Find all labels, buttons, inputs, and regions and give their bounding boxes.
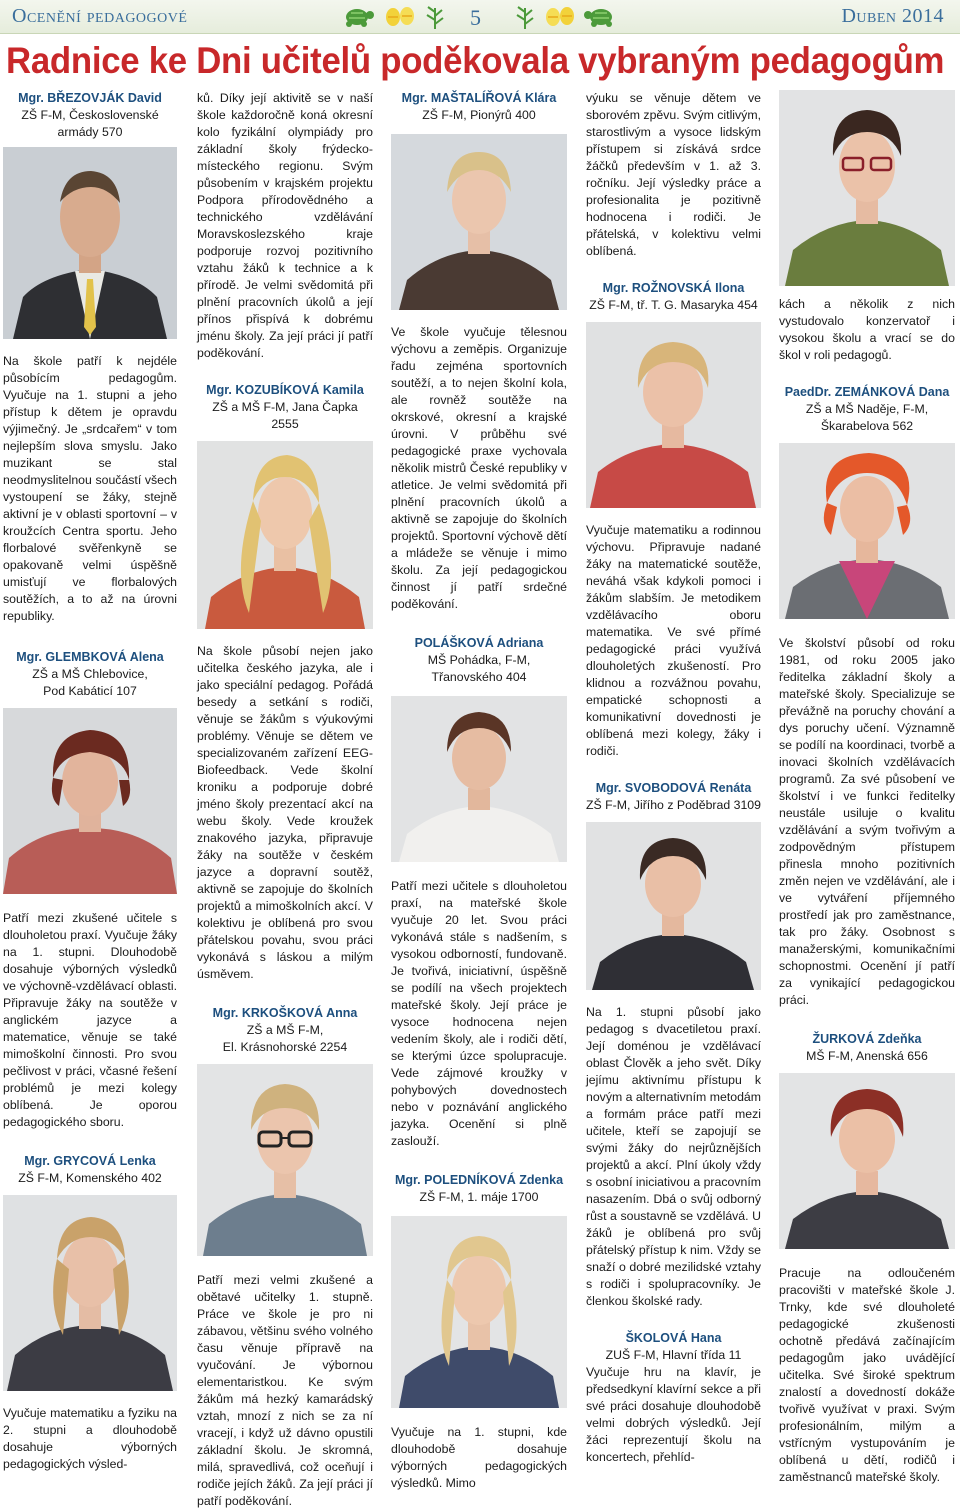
sprig-icon (512, 4, 538, 30)
teacher-description: Ve škole vyučuje tělesnou výchovu a zeměpis. Organizuje řadu zejména sportovních soutěží, a to nejen školní kola, ale rovněž soutěže na okrskové, okresní a krajské úrovni. V průběhu své pedagogické praxe vychovala několik mistrů České republiky v atletice. Je velmi svědomitá při plnění pracovních úkolů a aktivně se zapojuje do školních projektů. Sportovní výchově dětí a mládeže se věnuje i mimo školu. Za její pedagogickou činnost jí patří srdečné poděkování. (391, 325, 567, 611)
teacher-photo (3, 1195, 177, 1391)
column-3 (391, 90, 567, 1492)
turtle-icon (582, 4, 618, 28)
teacher-photo (3, 708, 177, 894)
teacher-name: Mgr. SVOBODOVÁ Renáta (595, 781, 752, 795)
teacher-name: Mgr. KOZUBÍKOVÁ Kamila (206, 383, 364, 397)
teacher-school-address: armády 570 (57, 125, 123, 139)
teacher-school-address: Třanovského 404 (431, 670, 527, 684)
teacher-description: Vyučuje na 1. stupni, kde dlouhodobě dosahuje výborných pedagogických výsledků. Mimo (391, 1425, 567, 1490)
teacher-school: ZŠ F-M, Pionýrů 400 (422, 108, 536, 122)
teacher-school-address: Škarabelova 562 (820, 419, 914, 433)
column-4 (586, 90, 761, 1466)
teacher-school: MŠ Pohádka, F-M, (427, 653, 531, 667)
teacher-photo (586, 322, 761, 508)
column-1 (3, 90, 177, 1473)
teacher-name: Mgr. POLEDNÍKOVÁ Zdenka (394, 1173, 564, 1187)
teacher-school: ZŠ F-M, Československé (21, 108, 159, 122)
teacher-name: Mgr. ROŽNOVSKÁ Ilona (602, 281, 745, 295)
teacher-school: MŠ F-M, Anenská 656 (806, 1049, 928, 1063)
teacher-description-continued: výuku se věnuje dětem ve sborovém zpěvu. Svým citlivým, starostlivým a vysoce lidským přístupem si získává srdce žáčků především v 1. až 3. ročníku. Její výsledky práce a profesionalita je pozitivně hodnocena i rodiči. Je přátelská, v kolektivu velmi oblíbená. (586, 91, 761, 258)
teacher-description: Vyučuje matematiku a fyziku na 2. stupni a dlouhodobě dosahuje výborných pedagogických výsled- (3, 1406, 177, 1471)
teacher-photo (391, 696, 567, 862)
teacher-name: Mgr. KRKOŠKOVÁ Anna (212, 1006, 358, 1020)
teacher-description: Ve školství působí od roku 1981, od roku 2005 jako ředitelka základní školy a mateřské školy. Specializuje se převážně na poruchy chování a dys poruchy učení. Významně se podílí na koordinaci, tvorbě a inovaci školních vzdělávacích programů. Za své působení ve školství i ve funkci ředitelky neustále usiluje o kvalitu vzdělávání a svým tvořivým a zodpovědným přístupem přinesla mnoho pozitivních změn nejen ve vzdělávání, ale i ve vytváření příjemného prostředí jak pro zaměstnance, tak pro žáky. Osobnost s manažerskými, komunikačními schopnostmi. Ocenění jí patří za vynikající pedagogickou práci. (779, 636, 955, 1007)
teacher-description: Na škole působí nejen jako učitelka českého jazyka, ale i jako speciální pedagog. Pořádá besedy a setkání s rodiči, věnuje se žákům s výukovými problémy. Věnuje se dětem ve specializovaném zařízení EEG-Biofeedback. Vede školní kroniku a podporuje dobré jméno školy prezentací akcí na webu školy. Vede kroužek znakového jazyka, připravuje žáky na soutěže v českém jazyce a dopravní soutěž, aktivně se zapojuje do školních projektů a mimoškolních akcí. V kolektivu je oblíbená pro svou přátelskou povahu, svou práci vykonává s láskou a milým úsměvem. (197, 644, 373, 981)
teacher-school: ZŠ F-M, 1. máje 1700 (419, 1190, 539, 1204)
column-2 (197, 90, 373, 1510)
page-header (0, 0, 960, 34)
teacher-photo (391, 134, 567, 310)
teacher-name: PaedDr. ZEMÁNKOVÁ Dana (784, 385, 950, 399)
teacher-photo (197, 1064, 373, 1256)
teacher-school: ZUŠ F-M, Hlavní třída 11 (605, 1348, 742, 1362)
column-5 (779, 90, 955, 1486)
teacher-photo (779, 1073, 955, 1249)
teacher-photo (779, 90, 955, 286)
sprig-icon (422, 4, 448, 30)
teacher-name: Mgr. MAŠTALÍŘOVÁ Klára (401, 91, 557, 105)
teacher-description: Patří mezi zkušené učitele s dlouholetou praxí. Vyučuje žáky na 1. stupni. Dlouhodobě dosahuje výborných výsledků ve výchovně-vzdělávací oblasti. Připravuje žáky na soutěže v anglickém jazyce a matematice, věnuje se také mimoškolní činnosti. Pro svou pečlivost v práci, včasné řešení problémů je mezi kolegy oblíbená. Je oporou pedagogického sboru. (3, 911, 177, 1129)
teacher-school: ZŠ a MŠ Naděje, F-M, (805, 402, 929, 416)
teacher-photo (197, 441, 373, 629)
easter-eggs-icon (384, 4, 416, 28)
page-number: 5 (470, 5, 481, 30)
teacher-name: Mgr. BŘEZOVJÁK David (18, 91, 162, 105)
teacher-photo (779, 443, 955, 619)
teacher-description: Patří mezi učitele s dlouholetou praxí, na mateřské škole vyučuje 20 let. Svou práci vykonává stále s nadšením, s vysokou odborností, fundovaně. Je tvořivá, iniciativní, úspěšně se podílí na všech projektech mateřské školy. Její práce je vysoce hodnocena nejen vedením školy, ale i rodiči dětí, se kterými úzce spolupracuje. Vede zájmové kroužky v pohybových dovednostech nebo v poznávání anglického jazyka. Ocenění si plně zaslouží. (391, 879, 567, 1148)
teacher-description-continued: kách a několik z nich vystudovalo konzervatoř i vysokou školu a vrací se do škol v roli pedagogů. (779, 297, 955, 362)
teacher-school: ZŠ F-M, Komenského 402 (18, 1171, 162, 1185)
teacher-photo (586, 822, 761, 990)
teacher-description: Vyučuje matematiku a rodinnou výchovu. Připravuje nadané žáky na matematické soutěže, neváhá však kdykoli pomoci i žákům slabším. Je metodikem vzdělávacího oboru matematika. Ve své přímé pedagogické práci využívá dlouholetých zkušeností. Pro klidnou a rozvážnou povahu, empatické schopnosti a komunikativní dovednosti je oblíbená mezi kolegy, žáky i rodiči. (586, 523, 761, 758)
teacher-description: Na 1. stupni působí jako pedagog s dvacetiletou praxí. Její doménou je vzdělávací oblast Člověk a jeho svět. Díky jejímu aktivnímu přístupu k novým a alternativním metodám a formám práce patří mezi učitele, kteří se zapojují se svými žáky do nejrůznějších projektů a akcí. Plní úkoly vždy s osobní iniciativou a pracovním nasazením. Dbá o svůj odborný růst a soustavně se vzdělává. U žáků je oblíbená pro svůj přátelský přístup k nim. Vždy se snaží o dobré mezilidské vztahy s rodiči i spolupracovníky. Je členkou školské rady. (586, 1005, 761, 1308)
teacher-school: ZŠ a MŠ F-M, Jana Čapka 2555 (212, 400, 358, 431)
section-title: Ocenění pedagogové (12, 5, 188, 27)
teacher-school-address: Pod Kabáticí 107 (43, 684, 137, 698)
teacher-photo (3, 147, 177, 339)
teacher-description: Na škole patří k nejdéle působícím pedagogům. Vyučuje na 1. stupni a jeho přístup k dětem je opravdu výjimečný. Je „srdcařem“ v tom nejlepším slova smyslu. Jako muzikant se stal neodmyslitelnou součástí všech vystoupení se žáky, stejně aktivní je v oblasti sportovní – v kroužcích Centra sportu. Jeho florbalové svěřenkyně se opakovaně velmi úspěšně umisťují ve florbalových soutěžích, a to až na úrovni republiky. (3, 354, 177, 623)
teacher-school: ZŠ a MŠ F-M, (246, 1023, 324, 1037)
easter-eggs-icon (544, 4, 576, 28)
teacher-photo (391, 1216, 567, 1408)
teacher-name: POLÁŠKOVÁ Adriana (414, 636, 544, 650)
teacher-name: ŽURKOVÁ Zdeňka (812, 1032, 922, 1046)
teacher-name: Mgr. GLEMBKOVÁ Alena (16, 650, 164, 664)
teacher-description-continued: ků. Díky její aktivitě se v naší škole každoročně koná okresní kolo fyzikální olympiády pro základní školy frýdecko-místeckého regionu. Svým působením v krajském projektu Podpora přírodovědného a technického vzdělávání Moravskoslezského kraje podporuje rozvoj pozitivního vztahu žáků k technice a k přírodě. Je velmi svědomitá při plnění pracovních úkolů a její přínos přispívá k dobrému jménu školy. Za její práci jí patří poděkování. (197, 91, 373, 360)
teacher-school: ZŠ a MŠ Chlebovice, (32, 667, 148, 681)
teacher-school: ZŠ F-M, Jiřího z Poděbrad 3109 (586, 798, 761, 812)
teacher-description: Patří mezi velmi zkušené a obětavé učitelky 1. stupně. Práce ve škole je pro ni zábavou, většinu svého volného času věnuje přípravě na vyučování. Je výbornou elementaristkou. Ke svým žákům má hezký kamarádský vztah, mnozí z nich se za ní vracejí, i když už dávno opustili základní školu. Je skromná, milá, spravedlivá, což oceňují i rodiče jejích žáků. Za její práci jí patří poděkování. (197, 1273, 373, 1508)
teacher-name: Mgr. GRYCOVÁ Lenka (24, 1154, 156, 1168)
issue-date: Duben 2014 (841, 5, 944, 27)
teacher-description: Pracuje na odloučeném pracovišti v mateřské škole J. Trnky, kde své dlouholeté pedagogické zkušenosti ochotně předává začínajícím pedagogům jako uvádějící učitelka. Své široké spektrum znalostí a dovedností dokáže tvořivě využívat v praxi. Svým profesionálním, milým a vstřícným vystupováním je oblíbená u dětí, rodičů i zaměstnanců mateřské školy. (779, 1266, 955, 1484)
turtle-icon (340, 4, 376, 28)
teacher-school: ZŠ F-M, tř. T. G. Masaryka 454 (589, 298, 758, 312)
article-headline: Radnice ke Dni učitelů poděkovala vybraným pedagogům (6, 40, 945, 81)
teacher-school-address: El. Krásnohorské 2254 (222, 1040, 348, 1054)
teacher-name: ŠKOLOVÁ Hana (625, 1331, 722, 1345)
teacher-description: Vyučuje hru na klavír, je předsedkyní klavírní sekce a při své práci dosahuje dlouhodobě velmi dobrých výsledků. Její žáci reprezentují školu na koncertech, přehlíd- (586, 1365, 761, 1464)
